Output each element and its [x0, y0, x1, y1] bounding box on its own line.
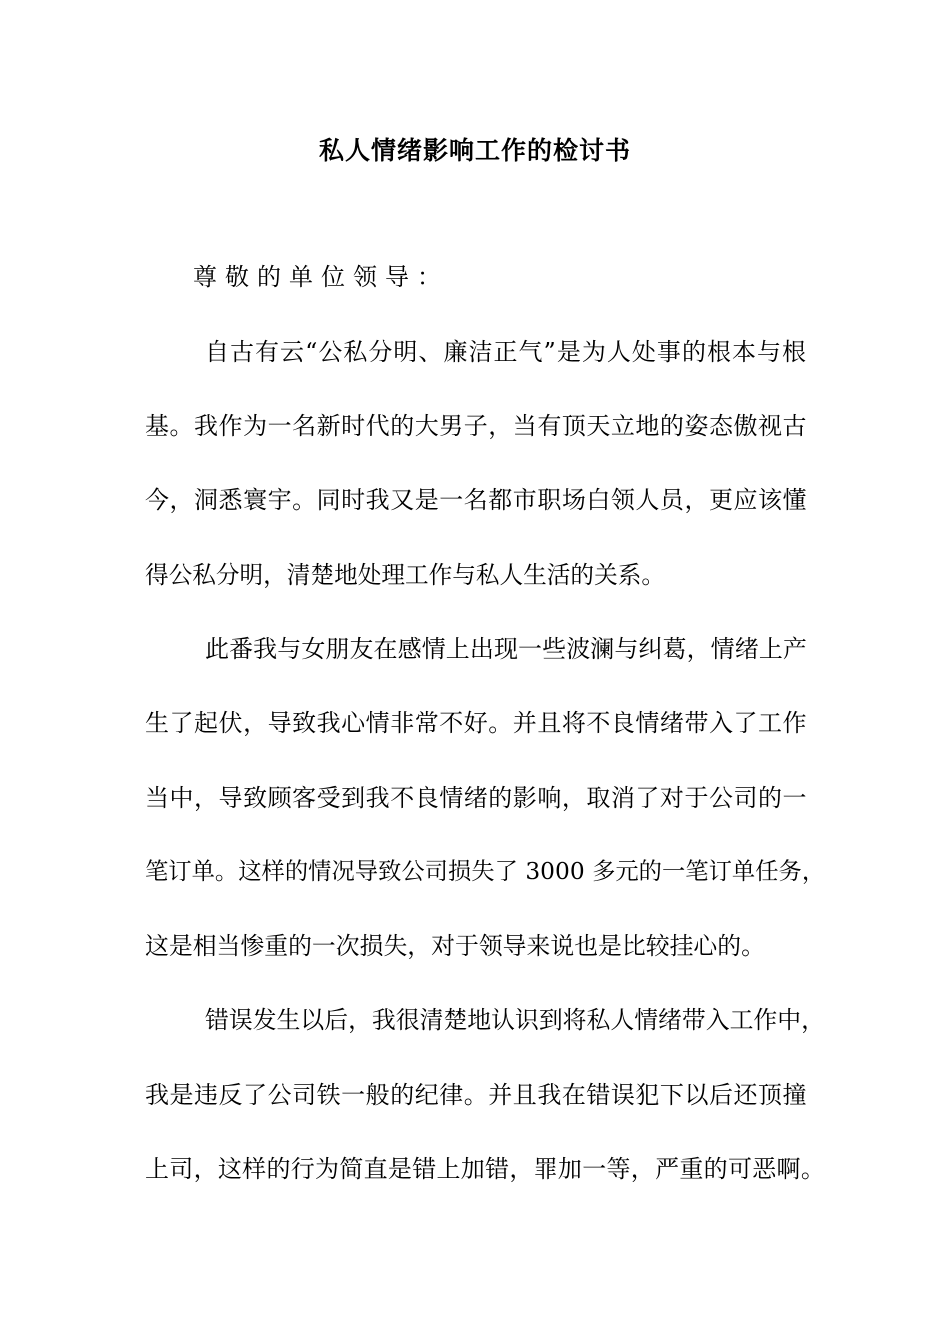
paragraph-line: 我是违反了公司铁一般的纪律。并且我在错误犯下以后还顶撞: [145, 1081, 808, 1109]
paragraph-line: 当中，导致顾客受到我不良情绪的影响，取消了对于公司的一: [145, 784, 808, 812]
paragraph-line: 自古有云“公私分明、廉洁正气”是为人处事的根本与根: [205, 338, 808, 366]
paragraph-line: 基。我作为一名新时代的大男子，当有顶天立地的姿态傲视古: [145, 412, 808, 440]
paragraph-line: 上司，这样的行为简直是错上加错，罪加一等，严重的可恶啊。: [145, 1155, 826, 1183]
paragraph-line: 笔订单。这样的情况导致公司损失了 3000 多元的一笔订单任务，: [145, 858, 826, 885]
paragraph-line: 生了起伏，导致我心情非常不好。并且将不良情绪带入了工作: [145, 709, 808, 737]
salutation-line: 尊敬的单位领导：: [193, 263, 449, 291]
paragraph-line: 此番我与女朋友在感情上出现一些波澜与纠葛，情绪上产: [205, 635, 807, 663]
document-title: 私人情绪影响工作的检讨书: [318, 136, 631, 165]
paragraph-line: 得公私分明，清楚地处理工作与私人生活的关系。: [145, 561, 665, 589]
paragraph-line: 这是相当惨重的一次损失，对于领导来说也是比较挂心的。: [145, 932, 765, 960]
paragraph-line: 错误发生以后，我很清楚地认识到将私人情绪带入工作中，: [205, 1006, 825, 1034]
paragraph-line: 今，洞悉寰宇。同时我又是一名都市职场白领人员，更应该懂: [145, 486, 808, 514]
